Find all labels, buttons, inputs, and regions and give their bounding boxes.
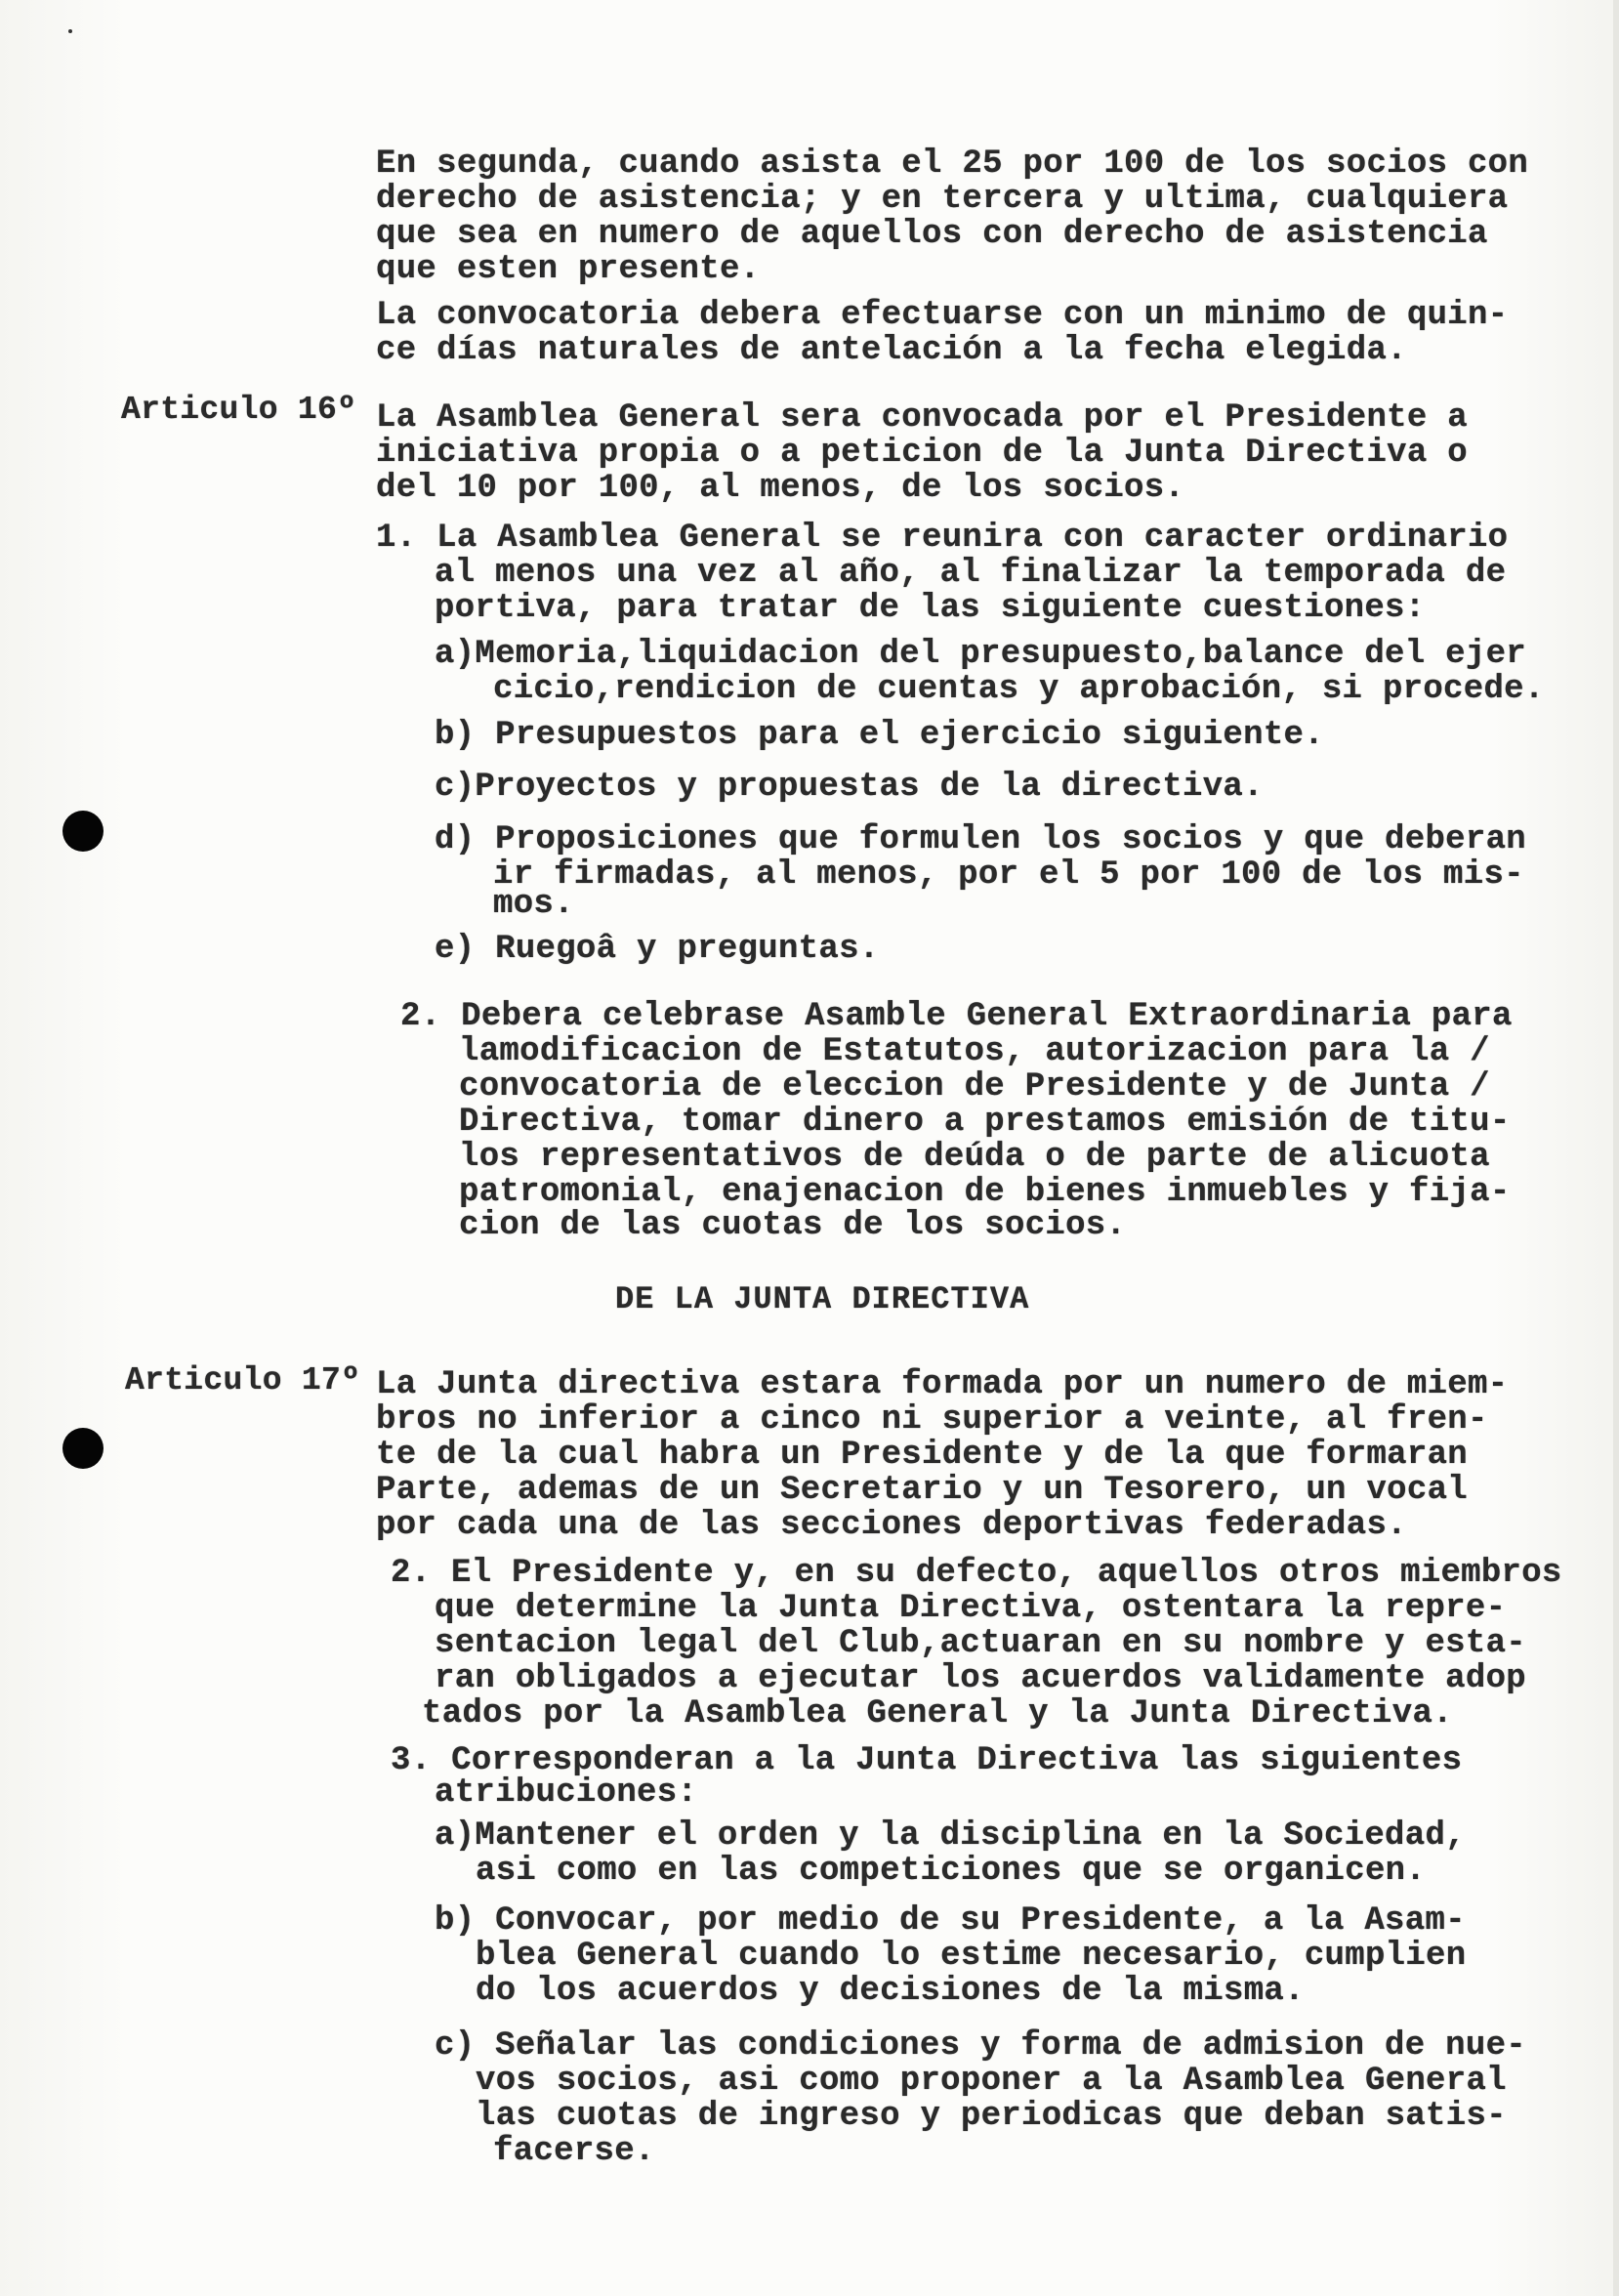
- text-line: atribuciones:: [435, 1774, 698, 1812]
- text-line: que sea en numero de aquellos con derecho de asistencia: [376, 216, 1488, 253]
- text-line: bros no inferior a cinco ni superior a veinte, al fren-: [376, 1401, 1488, 1439]
- text-line: ir firmadas, al menos, por el 5 por 100 de los mis-: [493, 856, 1524, 894]
- text-line: que esten presente.: [376, 251, 761, 288]
- text-line: 2. Debera celebrase Asamble General Extraordinaria para: [400, 998, 1513, 1035]
- punch-hole-bottom: [62, 1428, 104, 1469]
- text-line: vos socios, asi como proponer a la Asamblea General: [476, 2063, 1507, 2100]
- text-line: La convocatoria debera efectuarse con un minimo de quin-: [376, 297, 1509, 334]
- text-line: Directiva, tomar dinero a prestamos emisión de titu-: [459, 1104, 1511, 1141]
- text-line: Parte, ademas de un Secretario y un Tesorero, un vocal: [376, 1472, 1468, 1509]
- text-line: ran obligados a ejecutar los acuerdos validamente adop: [435, 1660, 1526, 1697]
- text-line: ce días naturales de antelación a la fecha elegida.: [376, 332, 1407, 369]
- text-line: te de la cual habra un Presidente y de la que formaran: [376, 1437, 1468, 1474]
- text-line: En segunda, cuando asista el 25 por 100 de los socios con: [376, 146, 1529, 183]
- text-line: cion de las cuotas de los socios.: [459, 1207, 1127, 1244]
- text-line: c) Señalar las condiciones y forma de admision de nue-: [435, 2027, 1526, 2065]
- text-line: convocatoria de eleccion de Presidente y de Junta /: [459, 1068, 1490, 1106]
- punch-hole-top: [62, 811, 104, 852]
- text-line: La Junta directiva estara formada por un numero de miem-: [376, 1366, 1509, 1403]
- text-line: b) Convocar, por medio de su Presidente, a la Asam-: [435, 1902, 1466, 1940]
- text-line: c)Proyectos y propuestas de la directiva.: [435, 769, 1264, 806]
- text-line: las cuotas de ingreso y periodicas que deban satis-: [476, 2098, 1507, 2135]
- text-line: do los acuerdos y decisiones de la misma.: [476, 1973, 1305, 2010]
- text-line: iniciativa propia o a peticion de la Junta Directiva o: [376, 435, 1468, 472]
- ink-speck: [68, 29, 72, 33]
- text-line: asi como en las competiciones que se organicen.: [476, 1853, 1427, 1890]
- text-line: cicio,rendicion de cuentas y aprobación, si procede.: [493, 671, 1545, 708]
- text-line: b) Presupuestos para el ejercicio siguiente.: [435, 717, 1324, 754]
- text-line: d) Proposiciones que formulen los socios y que deberan: [435, 821, 1526, 858]
- text-line: tados por la Asamblea General y la Junta Directiva.: [422, 1695, 1453, 1732]
- text-line: por cada una de las secciones deportivas federadas.: [376, 1507, 1407, 1544]
- page-edge: [1613, 0, 1619, 2296]
- text-line: blea General cuando lo estime necesario, cumplien: [476, 1938, 1467, 1975]
- text-line: los representativos de deúda o de parte de alicuota: [459, 1139, 1490, 1176]
- section-heading: DE LA JUNTA DIRECTIVA: [615, 1281, 1030, 1317]
- text-line: lamodificacion de Estatutos, autorizacion para la /: [459, 1033, 1490, 1070]
- text-line: derecho de asistencia; y en tercera y ultima, cualquiera: [376, 181, 1509, 218]
- article-16-label: Articulo 16º: [121, 392, 357, 428]
- text-line: La Asamblea General sera convocada por el Presidente a: [376, 399, 1468, 437]
- text-line: a)Memoria,liquidacion del presupuesto,balance del ejer: [435, 636, 1526, 673]
- text-line: e) Ruegoâ y preguntas.: [435, 931, 880, 968]
- text-line: del 10 por 100, al menos, de los socios.: [376, 470, 1185, 507]
- text-line: a)Mantener el orden y la disciplina en la Sociedad,: [435, 1817, 1466, 1855]
- text-line: patromonial, enajenacion de bienes inmuebles y fija-: [459, 1174, 1511, 1211]
- text-line: 1. La Asamblea General se reunira con caracter ordinario: [376, 520, 1509, 557]
- text-line: portiva, para tratar de las siguiente cuestiones:: [435, 590, 1426, 627]
- text-line: 3. Corresponderan a la Junta Directiva las siguientes: [391, 1742, 1463, 1779]
- text-line: 2. El Presidente y, en su defecto, aquellos otros miembros: [391, 1555, 1562, 1592]
- article-17-label: Articulo 17º: [125, 1362, 361, 1398]
- text-line: al menos una vez al año, al finalizar la temporada de: [435, 555, 1507, 592]
- text-line: sentacion legal del Club,actuaran en su nombre y esta-: [435, 1625, 1526, 1662]
- text-line: facerse.: [493, 2133, 655, 2170]
- text-line: que determine la Junta Directiva, ostentara la repre-: [435, 1590, 1507, 1627]
- text-line: mos.: [493, 886, 574, 923]
